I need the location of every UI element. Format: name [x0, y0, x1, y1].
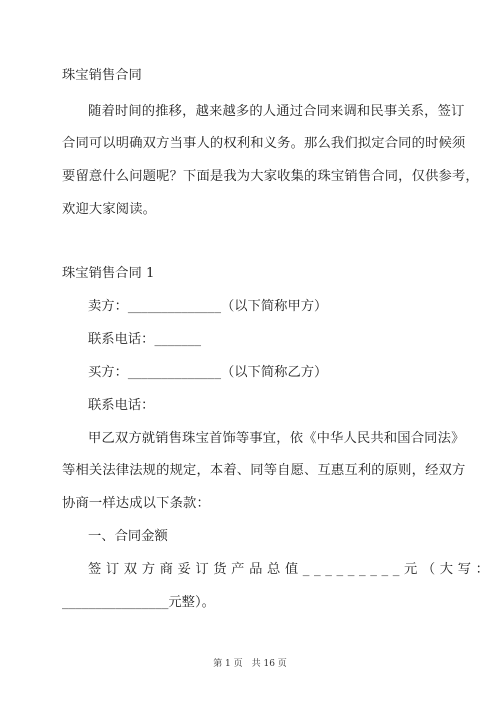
- agreement-line: 等相关法律法规的规定，本着、同等自愿、互惠互利的原则，经双方: [62, 463, 466, 478]
- section-title: 珠宝销售合同 1: [62, 266, 155, 281]
- clause-line: ________________元整）。: [62, 595, 215, 610]
- buyer-line: 买方：______________（以下简称乙方）: [88, 365, 328, 380]
- document-title: 珠宝销售合同: [62, 68, 142, 83]
- intro-line: 欢迎大家阅读。: [62, 202, 157, 217]
- seller-phone-line: 联系电话：_______: [88, 332, 202, 347]
- intro-line: 随着时间的推移，越来越多的人通过合同来调和民事关系，签订: [88, 104, 465, 119]
- buyer-phone-line: 联系电话：: [88, 398, 155, 413]
- page-footer: 第 1 页 共 16 页: [213, 659, 287, 669]
- intro-line: 合同可以明确双方当事人的权利和义务。那么我们拟定合同的时候须: [62, 136, 466, 151]
- agreement-line: 协商一样达成以下条款：: [62, 496, 210, 511]
- seller-line: 卖方：______________（以下简称甲方）: [88, 299, 328, 314]
- clause-title: 一、合同金额: [88, 529, 168, 544]
- clause-line: 签订双方商妥订货产品总值_________元（大写：: [88, 562, 494, 577]
- intro-line: 要留意什么问题呢？下面是我为大家收集的珠宝销售合同，仅供参考，: [62, 169, 479, 184]
- agreement-line: 甲乙双方就销售珠宝首饰等事宜，依《中华人民共和国合同法》: [88, 431, 465, 446]
